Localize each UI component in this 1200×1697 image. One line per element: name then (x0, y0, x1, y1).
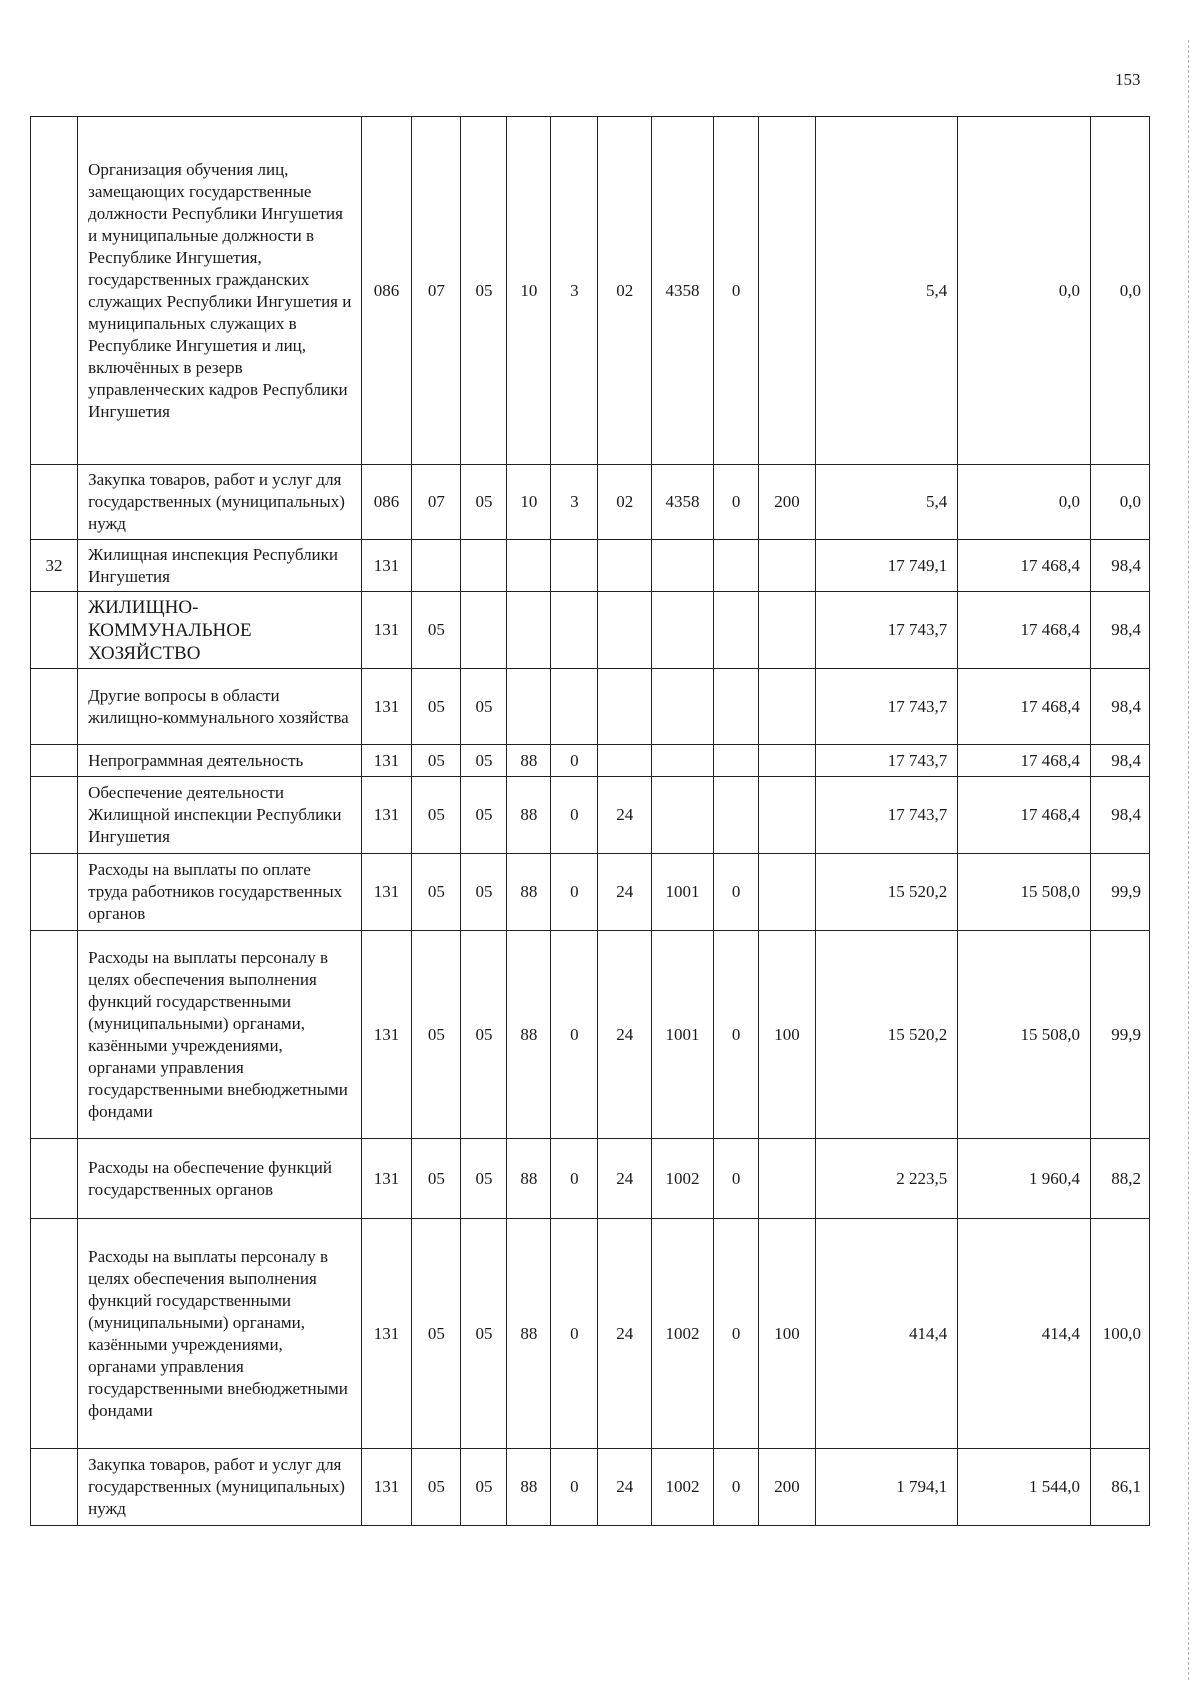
code-subprogram: 0 (551, 1219, 598, 1449)
code-section: 05 (412, 669, 461, 745)
planned-amount: 15 520,2 (815, 854, 957, 931)
execution-percent: 98,4 (1090, 592, 1149, 669)
code-extra: 0 (714, 1219, 759, 1449)
code-subsection: 05 (461, 745, 507, 777)
code-expense-type (759, 669, 816, 745)
row-name: Расходы на выплаты по оплате труда работников государственных органов (78, 854, 362, 931)
code-ministry: 131 (361, 592, 411, 669)
code-direction (652, 669, 714, 745)
row-number (31, 1449, 78, 1526)
table-row (31, 465, 1150, 540)
code-subprogram: 0 (551, 854, 598, 931)
code-expense-type (759, 854, 816, 931)
code-event: 24 (598, 777, 652, 854)
code-subprogram (551, 540, 598, 592)
row-name: Закупка товаров, работ и услуг для государственных (муниципальных) нужд (78, 1449, 362, 1526)
code-ministry: 131 (361, 1219, 411, 1449)
code-direction (652, 540, 714, 592)
actual-amount: 17 468,4 (958, 540, 1091, 592)
code-section: 05 (412, 854, 461, 931)
code-extra: 0 (714, 465, 759, 540)
code-ministry: 131 (361, 931, 411, 1139)
code-subprogram: 0 (551, 777, 598, 854)
planned-amount: 414,4 (815, 1219, 957, 1449)
code-ministry: 131 (361, 669, 411, 745)
code-expense-type: 100 (759, 1219, 816, 1449)
table-row (31, 745, 1150, 777)
code-subsection: 05 (461, 465, 507, 540)
code-expense-type (759, 745, 816, 777)
code-section: 05 (412, 777, 461, 854)
row-name: ЖИЛИЩНО-КОММУНАЛЬНОЕ ХОЗЯЙСТВО (78, 592, 362, 669)
code-subsection: 05 (461, 1449, 507, 1526)
planned-amount: 5,4 (815, 117, 957, 465)
code-direction: 1002 (652, 1139, 714, 1219)
actual-amount: 15 508,0 (958, 854, 1091, 931)
planned-amount: 17 743,7 (815, 592, 957, 669)
code-section: 07 (412, 117, 461, 465)
planned-amount: 2 223,5 (815, 1139, 957, 1219)
actual-amount: 1 544,0 (958, 1449, 1091, 1526)
code-event: 24 (598, 1219, 652, 1449)
row-number (31, 745, 78, 777)
planned-amount: 17 749,1 (815, 540, 957, 592)
row-name: Расходы на выплаты персоналу в целях обеспечения выполнения функций государственными (муниципальными) органами, казёнными учреждениями, органами управления государственными внебюджетными фондами (78, 1219, 362, 1449)
code-direction: 1002 (652, 1449, 714, 1526)
row-name: Организация обучения лиц, замещающих государственные должности Республики Ингушетия и муниципальные должности в Республике Ингушетия, государственных гражданских служащих Республики Ингушетия и муниципальных служащих в Республике Ингушетия и лиц, включённых в резерв управленческих кадров Республики Ингушетия (78, 117, 362, 465)
code-program: 10 (507, 465, 551, 540)
code-event (598, 540, 652, 592)
code-expense-type (759, 777, 816, 854)
planned-amount: 17 743,7 (815, 745, 957, 777)
code-subprogram: 0 (551, 931, 598, 1139)
row-name: Жилищная инспекция Республики Ингушетия (78, 540, 362, 592)
code-expense-type: 200 (759, 1449, 816, 1526)
actual-amount: 17 468,4 (958, 777, 1091, 854)
code-event: 24 (598, 854, 652, 931)
scan-edge-line (1188, 40, 1189, 1680)
planned-amount: 17 743,7 (815, 777, 957, 854)
code-event (598, 745, 652, 777)
table-row (31, 669, 1150, 745)
code-ministry: 131 (361, 777, 411, 854)
code-subprogram (551, 669, 598, 745)
code-subsection (461, 540, 507, 592)
code-section: 05 (412, 1449, 461, 1526)
code-extra (714, 777, 759, 854)
code-event: 24 (598, 1449, 652, 1526)
code-extra: 0 (714, 1139, 759, 1219)
code-extra: 0 (714, 1449, 759, 1526)
row-number (31, 669, 78, 745)
code-section: 05 (412, 1219, 461, 1449)
actual-amount: 0,0 (958, 465, 1091, 540)
code-subsection: 05 (461, 777, 507, 854)
code-expense-type: 200 (759, 465, 816, 540)
row-name: Непрограммная деятельность (78, 745, 362, 777)
code-direction: 4358 (652, 465, 714, 540)
row-number (31, 931, 78, 1139)
code-direction: 4358 (652, 117, 714, 465)
code-program: 88 (507, 745, 551, 777)
actual-amount: 17 468,4 (958, 669, 1091, 745)
execution-percent: 98,4 (1090, 540, 1149, 592)
row-number (31, 777, 78, 854)
code-program: 88 (507, 1139, 551, 1219)
code-subsection: 05 (461, 854, 507, 931)
code-ministry: 131 (361, 1139, 411, 1219)
budget-table-body (31, 117, 1150, 1526)
row-name: Расходы на обеспечение функций государственных органов (78, 1139, 362, 1219)
code-direction (652, 592, 714, 669)
code-subsection: 05 (461, 931, 507, 1139)
code-direction: 1002 (652, 1219, 714, 1449)
row-number (31, 592, 78, 669)
code-section: 05 (412, 1139, 461, 1219)
code-section: 05 (412, 745, 461, 777)
code-program: 88 (507, 1219, 551, 1449)
page-number: 153 (1115, 70, 1141, 89)
table-row (31, 931, 1150, 1139)
code-extra: 0 (714, 931, 759, 1139)
budget-table (30, 116, 1150, 1526)
code-extra: 0 (714, 117, 759, 465)
code-expense-type (759, 540, 816, 592)
code-extra (714, 540, 759, 592)
planned-amount: 17 743,7 (815, 669, 957, 745)
code-program: 88 (507, 777, 551, 854)
table-row (31, 1449, 1150, 1526)
row-name: Другие вопросы в области жилищно-коммунального хозяйства (78, 669, 362, 745)
row-number (31, 465, 78, 540)
code-ministry: 086 (361, 465, 411, 540)
code-extra (714, 669, 759, 745)
code-program: 88 (507, 931, 551, 1139)
row-number: 32 (31, 540, 78, 592)
table-row (31, 1139, 1150, 1219)
code-direction: 1001 (652, 931, 714, 1139)
code-subprogram (551, 592, 598, 669)
code-subsection: 05 (461, 1219, 507, 1449)
planned-amount: 1 794,1 (815, 1449, 957, 1526)
code-event: 02 (598, 117, 652, 465)
code-expense-type (759, 117, 816, 465)
table-row (31, 592, 1150, 669)
code-subsection (461, 592, 507, 669)
code-expense-type (759, 592, 816, 669)
row-number (31, 117, 78, 465)
code-event: 24 (598, 1139, 652, 1219)
row-name: Обеспечение деятельности Жилищной инспекции Республики Ингушетия (78, 777, 362, 854)
code-event (598, 592, 652, 669)
code-section: 07 (412, 465, 461, 540)
code-subprogram: 3 (551, 117, 598, 465)
code-direction (652, 777, 714, 854)
code-ministry: 131 (361, 854, 411, 931)
code-section: 05 (412, 931, 461, 1139)
code-direction: 1001 (652, 854, 714, 931)
code-program: 10 (507, 117, 551, 465)
code-program: 88 (507, 854, 551, 931)
code-subprogram: 0 (551, 1449, 598, 1526)
actual-amount: 0,0 (958, 117, 1091, 465)
code-subprogram: 0 (551, 745, 598, 777)
table-row (31, 1219, 1150, 1449)
code-extra (714, 745, 759, 777)
execution-percent: 100,0 (1090, 1219, 1149, 1449)
code-subsection: 05 (461, 1139, 507, 1219)
row-number (31, 1219, 78, 1449)
code-expense-type (759, 1139, 816, 1219)
code-event: 02 (598, 465, 652, 540)
code-subprogram: 3 (551, 465, 598, 540)
code-ministry: 131 (361, 540, 411, 592)
table-row (31, 777, 1150, 854)
code-direction (652, 745, 714, 777)
actual-amount: 414,4 (958, 1219, 1091, 1449)
code-ministry: 086 (361, 117, 411, 465)
actual-amount: 15 508,0 (958, 931, 1091, 1139)
code-subprogram: 0 (551, 1139, 598, 1219)
execution-percent: 86,1 (1090, 1449, 1149, 1526)
code-program: 88 (507, 1449, 551, 1526)
row-number (31, 1139, 78, 1219)
code-section (412, 540, 461, 592)
execution-percent: 98,4 (1090, 669, 1149, 745)
code-subsection: 05 (461, 117, 507, 465)
actual-amount: 17 468,4 (958, 592, 1091, 669)
actual-amount: 1 960,4 (958, 1139, 1091, 1219)
code-extra: 0 (714, 854, 759, 931)
execution-percent: 99,9 (1090, 854, 1149, 931)
code-subsection: 05 (461, 669, 507, 745)
code-event: 24 (598, 931, 652, 1139)
execution-percent: 98,4 (1090, 777, 1149, 854)
execution-percent: 98,4 (1090, 745, 1149, 777)
actual-amount: 17 468,4 (958, 745, 1091, 777)
code-program (507, 592, 551, 669)
code-section: 05 (412, 592, 461, 669)
execution-percent: 88,2 (1090, 1139, 1149, 1219)
planned-amount: 5,4 (815, 465, 957, 540)
table-row (31, 540, 1150, 592)
code-expense-type: 100 (759, 931, 816, 1139)
table-row (31, 117, 1150, 465)
execution-percent: 0,0 (1090, 117, 1149, 465)
row-name: Расходы на выплаты персоналу в целях обеспечения выполнения функций государственными (муниципальными) органами, казёнными учреждениями, органами управления государственными внебюджетными фондами (78, 931, 362, 1139)
code-ministry: 131 (361, 1449, 411, 1526)
code-extra (714, 592, 759, 669)
code-program (507, 540, 551, 592)
execution-percent: 99,9 (1090, 931, 1149, 1139)
row-number (31, 854, 78, 931)
code-event (598, 669, 652, 745)
code-program (507, 669, 551, 745)
table-row (31, 854, 1150, 931)
planned-amount: 15 520,2 (815, 931, 957, 1139)
row-name: Закупка товаров, работ и услуг для государственных (муниципальных) нужд (78, 465, 362, 540)
code-ministry: 131 (361, 745, 411, 777)
execution-percent: 0,0 (1090, 465, 1149, 540)
